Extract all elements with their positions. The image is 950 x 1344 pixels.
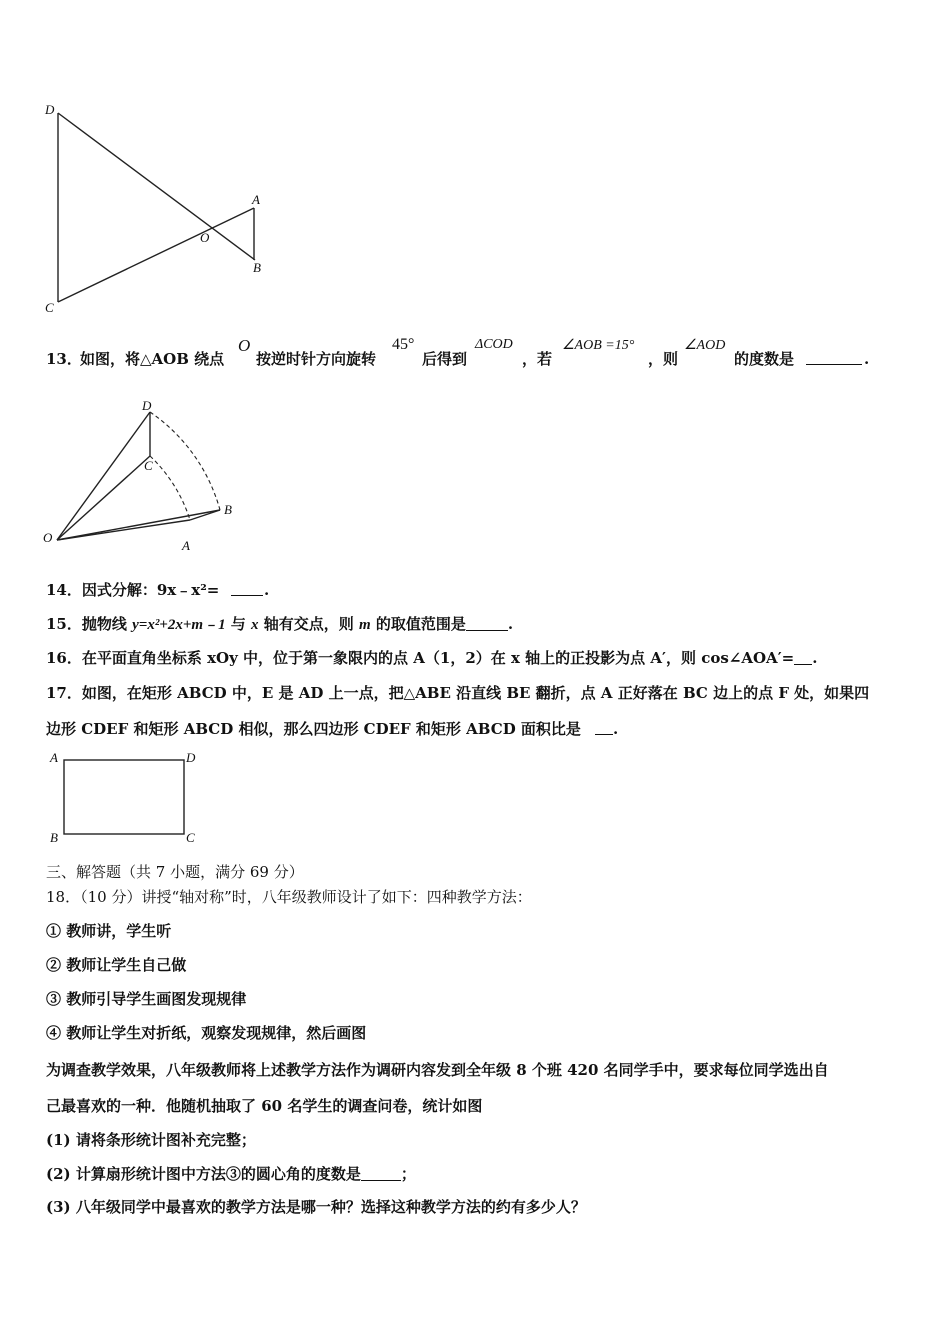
q15-text-2: 轴有交点，则 [258, 615, 359, 633]
q15-expression: y=x²+2x+m﹣1 [132, 617, 226, 633]
q13-end: . [864, 350, 870, 368]
q13-point: O [238, 336, 251, 355]
q18-method-1: ① 教师讲，学生听 [46, 922, 172, 940]
q17-end: . [613, 720, 619, 738]
q13-text-6: 的度数是 [734, 350, 795, 368]
figure-triangles-aob-cod [40, 100, 280, 320]
label-a: A [252, 192, 260, 207]
section-3-title: 三、解答题（共 7 小题，满分 69 分） [46, 863, 304, 881]
q18-sub-1: (1) 请将条形统计图补充完整； [46, 1131, 256, 1149]
q15-mid: 与 [225, 615, 252, 633]
q18-paragraph-line-2: 己最喜欢的一种．他随机抽取了 60 名学生的调查问卷，统计如图 [46, 1097, 483, 1115]
figure-rectangle-abcd [44, 748, 214, 848]
label-c: C [186, 830, 195, 845]
q18-sub-2 [46, 1164, 416, 1184]
q15-number: 15．抛物线 [46, 615, 133, 633]
q17-line-1: 17．如图，在矩形 ABCD 中，E 是 AD 上一点，把△ABE 沿直线 BE 翻折，点 A 正好落在 BC 边上的点 F 处，如果四 [46, 684, 870, 702]
q13-text-4: ，若 [522, 350, 553, 368]
label-o: O [43, 530, 53, 545]
q14-text: 14．因式分解：9x﹣x²= [46, 581, 220, 599]
label-c: C [45, 300, 54, 315]
q14-answer-blank[interactable] [231, 581, 263, 596]
q18-paragraph-line-1: 为调查教学效果，八年级教师将上述教学方法作为调研内容发到全年级 8 个班 420 名同学手中，要求每位同学选出自 [46, 1061, 829, 1079]
q13-text-5: ，则 [648, 350, 679, 368]
q16-answer-blank[interactable] [794, 650, 812, 665]
q18-method-4: ④ 教师让学生对折纸，观察发现规律，然后画图 [46, 1024, 367, 1042]
label-a: A [50, 750, 58, 765]
label-b: B [50, 830, 58, 845]
label-c: C [144, 458, 153, 473]
q18-sub-3: (3) 八年级同学中最喜欢的教学方法是哪一种？选择这种教学方法的约有多少人？ [46, 1198, 586, 1216]
label-d: D [186, 750, 196, 765]
q15-answer-blank[interactable] [466, 616, 508, 631]
figure2-svg [40, 396, 250, 556]
q15-x: x [251, 617, 259, 633]
question-16 [46, 648, 817, 668]
q16-text: 16．在平面直角坐标系 xOy 中，位于第一象限内的点 A（1，2）在 x 轴上的正投影为点 A′，则 cos∠AOA′= [46, 649, 795, 667]
q13-text-1: 如图，将△AOB 绕点 [80, 350, 225, 368]
q16-end: . [812, 649, 818, 667]
label-b: B [253, 260, 261, 275]
label-o: O [200, 230, 210, 245]
q13-target: ∠AOD [684, 338, 726, 353]
figure1-svg [40, 100, 280, 320]
label-a: A [182, 538, 190, 553]
figure-rotation [40, 396, 250, 556]
q18-intro: 18．（10 分）讲授“轴对称”时，八年级教师设计了如下：四种教学方法： [46, 888, 532, 906]
q18-sub-2-answer-blank[interactable] [361, 1166, 401, 1181]
q15-m: m [358, 617, 371, 633]
q17-answer-blank[interactable] [595, 720, 613, 735]
q13-answer-blank[interactable] [806, 350, 862, 365]
question-15 [46, 614, 513, 635]
q18-sub-2-end: ； [400, 1165, 416, 1183]
q13-text-3: 后得到 [422, 350, 468, 368]
q18-method-3: ③ 教师引导学生画图发现规律 [46, 990, 247, 1008]
q15-end: . [507, 615, 514, 633]
q18-method-2: ② 教师让学生自己做 [46, 956, 187, 974]
q13-number: 13． [46, 350, 82, 368]
q13-given: ∠AOB =15° [562, 338, 635, 353]
q13-text-2: 按逆时针方向旋转 [256, 350, 377, 368]
label-b: B [224, 502, 232, 517]
q15-text-3: 的取值范围是 [370, 615, 466, 633]
q13-angle: 45° [392, 336, 415, 353]
q17-line-2: 边形 CDEF 和矩形 ABCD 相似，那么四边形 CDEF 和矩形 ABCD 面积比是 [46, 720, 581, 738]
label-d: D [45, 102, 55, 117]
q18-sub-2-text: (2) 计算扇形统计图中方法③的圆心角的度数是 [46, 1165, 361, 1183]
q13-triangle: ΔCOD [475, 337, 513, 352]
q14-end: . [264, 581, 270, 599]
label-d: D [142, 398, 152, 413]
